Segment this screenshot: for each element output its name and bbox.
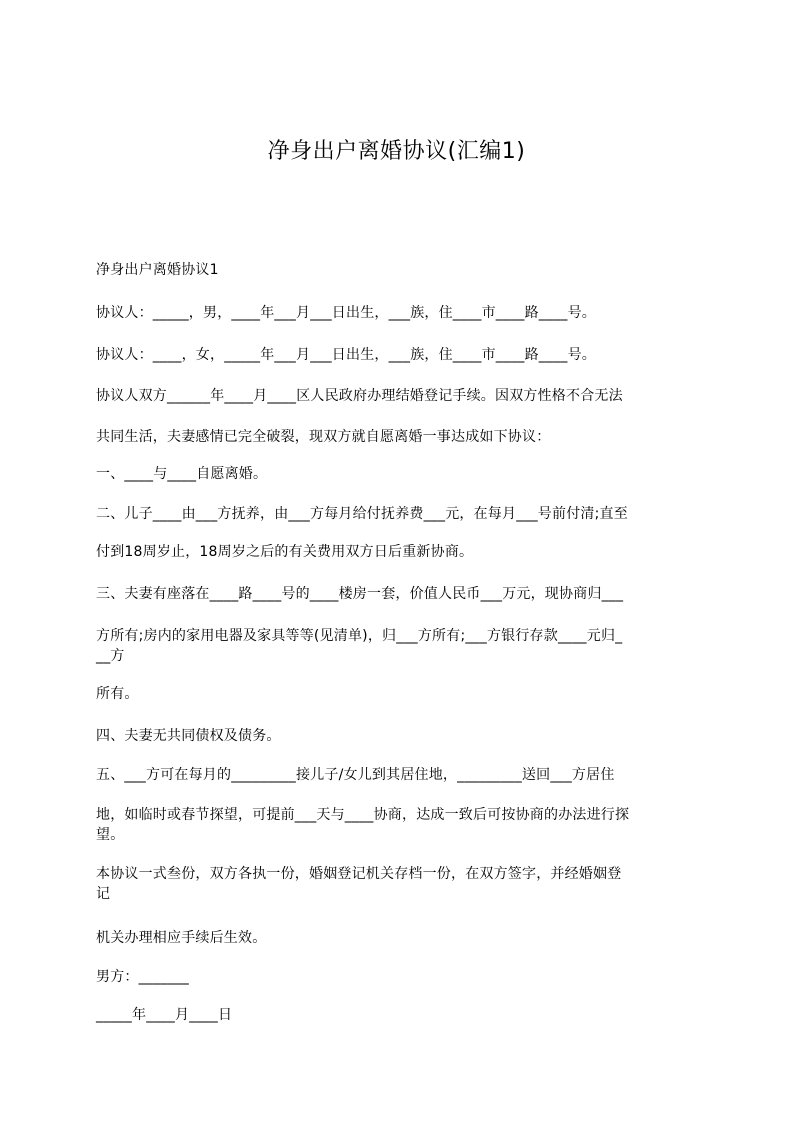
paragraph-party-male: 协议人：_____，男，____年___月___日出生，___族，住____市____路____号。	[96, 305, 596, 321]
paragraph-intro-line1: 协议人双方______年____月____区人民政府办理结婚登记手续。因双方性格不合无法	[96, 388, 623, 404]
paragraph-clause-5-line2: 地，如临时或春节探望，可提前___天与____协商，达成一致后可按协商的办法进行探 望。	[96, 807, 630, 843]
paragraph-party-female: 协议人：____，女，_____年___月___日出生，___族，住____市____路____号。	[96, 347, 596, 363]
paragraph-clause-3-line2: 方所有;房内的家用电器及家具等等(见清单)，归___方所有;___方银行存款____元归_ __方	[96, 628, 623, 664]
paragraph-clause-2-line1: 二、儿子____由___方抚养，由___方每月给付抚养费___元，在每月___号前付清;直至	[96, 506, 628, 522]
paragraph-clause-4: 四、夫妻无共同债权及债务。	[96, 728, 281, 744]
signature-male: 男方：_______	[96, 969, 189, 985]
paragraph-clause-3-line1: 三、夫妻有座落在____路____号的____楼房一套，价值人民币___万元，现协商归___	[96, 586, 624, 602]
document-title: 净身出户离婚协议(汇编1)	[267, 139, 526, 164]
section-heading: 净身出户离婚协议1	[96, 262, 219, 278]
paragraph-clause-2-line2: 付到18周岁止，18周岁之后的有关费用双方日后重新协商。	[96, 544, 474, 560]
paragraph-clause-1: 一、____与____自愿离婚。	[96, 466, 268, 482]
signature-date: _____年____月____日	[96, 1007, 233, 1023]
paragraph-clause-5-line1: 五、___方可在每月的_________接儿子/女儿到其居住地，_________送回___方居住	[96, 767, 615, 783]
paragraph-effect-line1: 本协议一式叁份，双方各执一份，婚姻登记机关存档一份，在双方签字，并经婚姻登 记	[96, 866, 622, 902]
paragraph-clause-3-line3: 所有。	[96, 686, 139, 702]
paragraph-effect-line2: 机关办理相应手续后生效。	[96, 930, 267, 946]
paragraph-intro-line2: 共同生活，夫妻感情已完全破裂，现双方就自愿离婚一事达成如下协议：	[96, 429, 551, 445]
